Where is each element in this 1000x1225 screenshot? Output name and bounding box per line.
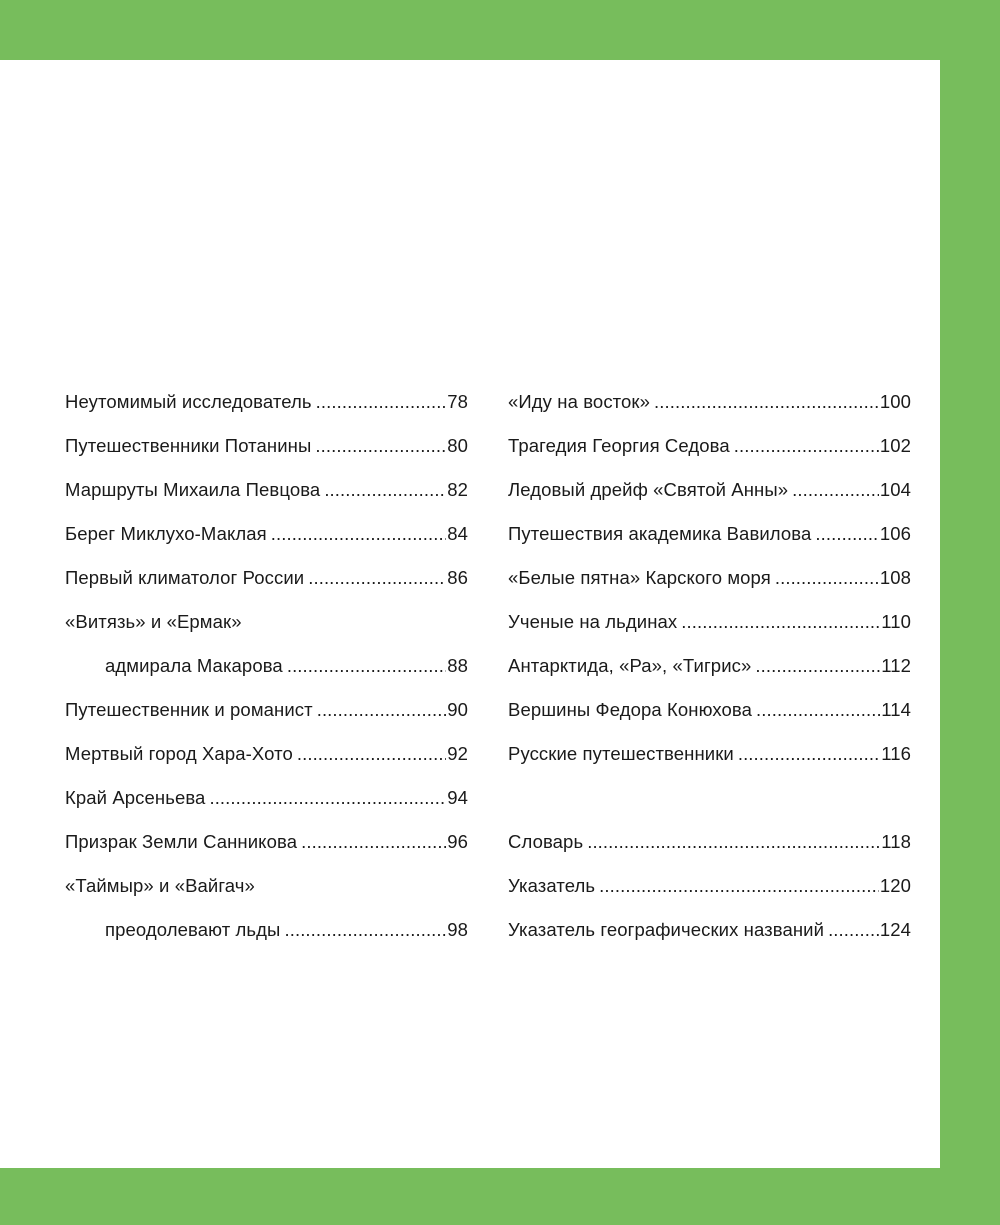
- toc-entry-title: Указатель: [508, 875, 596, 896]
- toc-entry-page: 114: [881, 699, 911, 720]
- toc-entry: [508, 830, 911, 874]
- toc-entry-title: Путешественники Потанины: [65, 435, 312, 456]
- toc-entry-page: 108: [879, 567, 911, 588]
- toc-dot-leader: [297, 742, 446, 766]
- toc-entry-title: Словарь: [508, 831, 584, 852]
- toc-entry-title: Призрак Земли Санникова: [65, 831, 298, 852]
- toc-entry-title: «Таймыр» и «Вайгач»: [65, 875, 255, 896]
- toc-column-right: [508, 390, 911, 962]
- toc-entry-title: Первый климатолог России: [65, 567, 305, 588]
- toc-entry-title: Вершины Федора Конюхова: [508, 699, 752, 720]
- toc-entry: [508, 698, 911, 742]
- toc-entry: [508, 610, 911, 654]
- toc-entry: [65, 478, 468, 522]
- toc-entry: [508, 522, 911, 566]
- toc-entry-page: 102: [879, 435, 911, 456]
- toc-entry: [508, 566, 911, 610]
- toc-dot-leader: [271, 522, 446, 546]
- toc-entry-page: 94: [447, 787, 468, 808]
- toc-entry: [65, 566, 468, 610]
- toc-entry-first-line: [65, 874, 468, 918]
- toc-entry-page: 118: [881, 831, 911, 852]
- toc-entry-page: 106: [879, 523, 911, 544]
- toc-entry-page: 80: [447, 435, 468, 456]
- toc-dot-leader: [287, 654, 446, 678]
- toc-entry-continuation: [65, 654, 468, 698]
- toc-entry-title: Трагедия Георгия Седова: [508, 435, 730, 456]
- toc-entry-title: Путешествия академика Вавилова: [508, 523, 812, 544]
- toc-entry-title: Неутомимый исследователь: [65, 391, 312, 412]
- toc-entry: [508, 654, 911, 698]
- toc-entry: [65, 786, 468, 830]
- toc-entry-title: «Иду на восток»: [508, 391, 651, 412]
- toc-entry-title: «Белые пятна» Карского моря: [508, 567, 771, 588]
- toc-dot-leader: [301, 830, 446, 854]
- toc-entry-page: 104: [879, 479, 911, 500]
- toc-entry-title: адмирала Макарова: [105, 655, 283, 676]
- toc-dot-leader: [738, 742, 880, 766]
- toc-entry: [508, 434, 911, 478]
- toc-entry-title: Русские путешественники: [508, 743, 734, 764]
- toc-entry-title: Маршруты Михаила Певцова: [65, 479, 321, 500]
- toc-entry-title: Указатель географических названий: [508, 919, 825, 940]
- toc-dot-leader: [755, 654, 880, 678]
- toc-entry: [65, 522, 468, 566]
- toc-entry: [508, 742, 911, 786]
- toc-spacer: [508, 786, 911, 830]
- toc-entry-page: 110: [881, 611, 911, 632]
- toc-dot-leader: [756, 698, 880, 722]
- toc-entry-title: Путешественник и романист: [65, 699, 313, 720]
- toc-dot-leader: [315, 434, 446, 458]
- toc-entry: [508, 478, 911, 522]
- toc-entry: [508, 874, 911, 918]
- toc-dot-leader: [316, 390, 447, 414]
- toc-entry: [65, 434, 468, 478]
- toc-entry-page: 78: [447, 391, 468, 412]
- toc-entry-title: «Витязь» и «Ермак»: [65, 611, 242, 632]
- toc-entry-page: 84: [447, 523, 468, 544]
- toc-dot-leader: [284, 918, 446, 942]
- toc-entry-page: 96: [447, 831, 468, 852]
- toc-dot-leader: [599, 874, 879, 898]
- toc-entry-page: 112: [881, 655, 911, 676]
- toc-entry-page: 88: [447, 655, 468, 676]
- toc-entry-title: Ледовый дрейф «Святой Анны»: [508, 479, 789, 500]
- toc-dot-leader: [587, 830, 880, 854]
- toc-entry-title: преодолевают льды: [105, 919, 281, 940]
- toc-dot-leader: [308, 566, 446, 590]
- toc-entry: [508, 390, 911, 434]
- toc-entry: [508, 918, 911, 962]
- toc-entry-page: 100: [879, 391, 911, 412]
- toc-entry-page: 86: [447, 567, 468, 588]
- toc-entry-page: 82: [447, 479, 468, 500]
- toc-entry-continuation: [65, 918, 468, 962]
- toc-entry-title: Край Арсеньева: [65, 787, 206, 808]
- toc-entry: [65, 390, 468, 434]
- toc-entry-page: 90: [447, 699, 468, 720]
- toc-dot-leader: [775, 566, 879, 590]
- toc-entry-page: 98: [447, 919, 468, 940]
- toc-entry: [65, 742, 468, 786]
- toc-dot-leader: [734, 434, 879, 458]
- toc-dot-leader: [324, 478, 446, 502]
- toc-entry-title: Антарктида, «Ра», «Тигрис»: [508, 655, 752, 676]
- toc-column-left: [65, 390, 468, 962]
- toc-dot-leader: [828, 918, 879, 942]
- toc-entry-title: Мертвый город Хара-Хото: [65, 743, 293, 764]
- toc-entry-title: Берег Миклухо-Маклая: [65, 523, 267, 544]
- toc-dot-leader: [317, 698, 447, 722]
- toc-entry-page: 120: [879, 875, 911, 896]
- toc-entry-page: 92: [447, 743, 468, 764]
- toc-entry-page: 116: [881, 743, 911, 764]
- toc-dot-leader: [209, 786, 446, 810]
- toc-entry: [65, 698, 468, 742]
- toc-entry: [65, 830, 468, 874]
- toc-dot-leader: [681, 610, 880, 634]
- toc-entry-first-line: [65, 610, 468, 654]
- toc-entry-title: Ученые на льдинах: [508, 611, 678, 632]
- toc-dot-leader: [815, 522, 878, 546]
- page: [0, 60, 940, 1168]
- toc-dot-leader: [792, 478, 879, 502]
- toc-entry-page: 124: [879, 919, 911, 940]
- toc-dot-leader: [654, 390, 879, 414]
